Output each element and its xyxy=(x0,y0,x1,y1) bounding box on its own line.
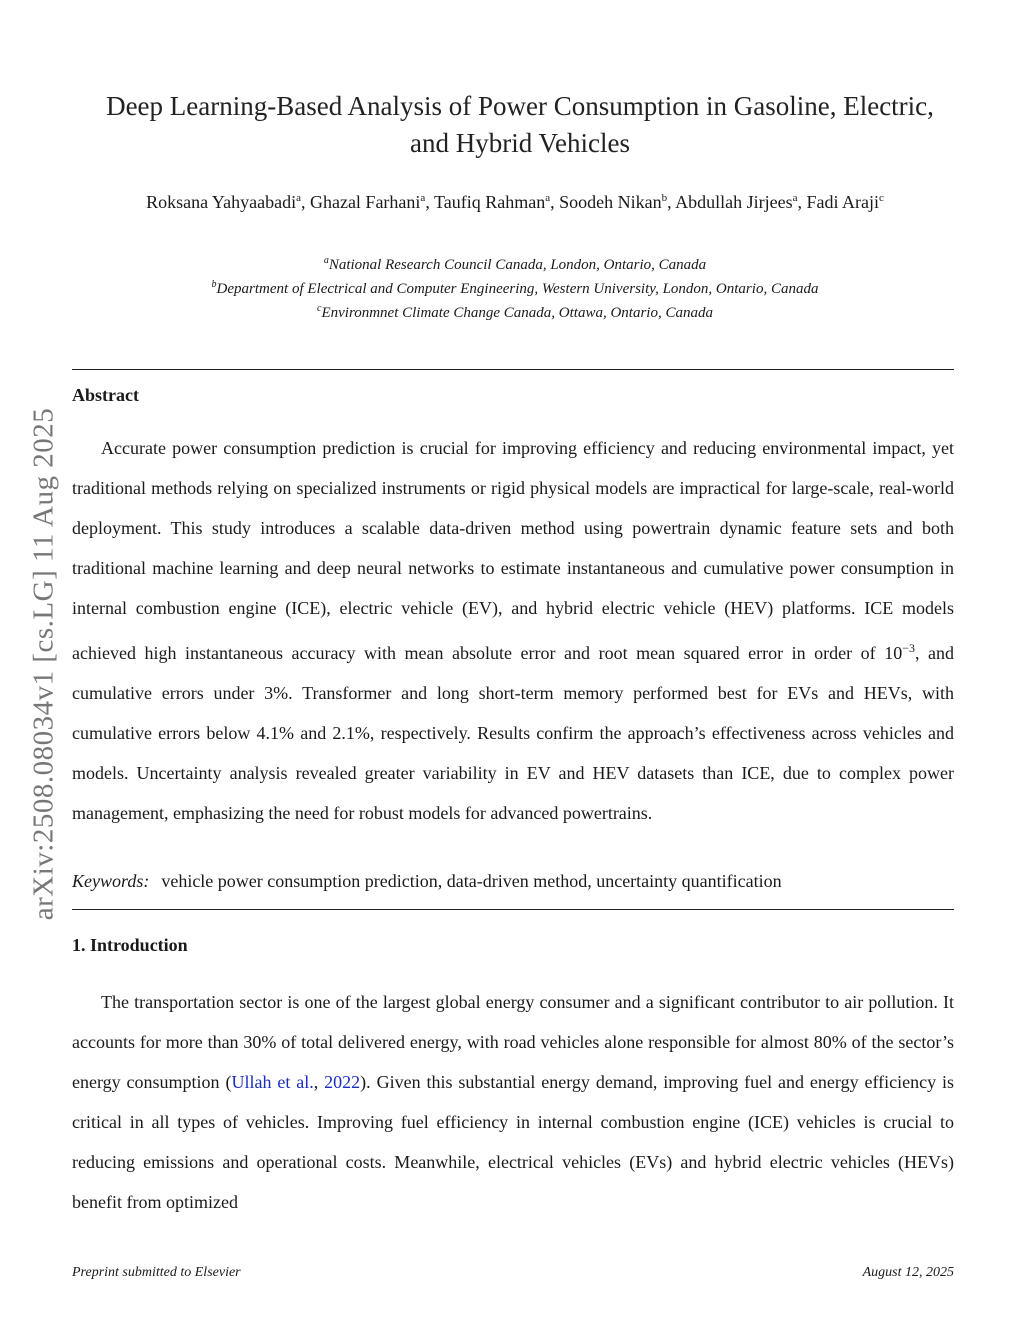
author-list xyxy=(90,186,940,214)
abstract-heading: Abstract xyxy=(72,385,139,405)
paper-title xyxy=(60,88,980,162)
section-heading-introduction: 1. Introduction xyxy=(72,935,188,955)
abstract-bottom-rule xyxy=(72,909,954,910)
keywords-label: Keywords: xyxy=(72,871,150,891)
author: Soodeh Nikan$^b$, xyxy=(559,192,676,212)
title-line-1: Deep Learning-Based Analysis of Power Consumption in Gasoline, Electric, xyxy=(106,91,934,121)
affiliation: $^a$National Research Council Canada, London, Ontario, Canada xyxy=(323,255,707,273)
footer-preprint-note: Preprint submitted to Elsevier xyxy=(72,1265,241,1280)
affiliation: $^b$Department of Electrical and Computer Engineering, Western University, London, Ontario, Canada xyxy=(211,279,819,297)
title-line-2: and Hybrid Vehicles xyxy=(410,128,630,158)
keywords-text: vehicle power consumption prediction, data-driven method, uncertainty quantification xyxy=(161,871,782,891)
arxiv-stamp: arXiv:2508.08034v1 [cs.LG] 11 Aug 2025 xyxy=(27,407,60,921)
abstract-body: Accurate power consumption prediction is crucial for improving efficiency and reducing environmental impact, yet traditional methods relying on specialized instruments or rigid physical models are impractical for large-scale, real-world deployment. This study introduces a scalable data-driven method using powertrain dynamic feature sets and both traditional machine learning and deep neural networks to estimate instantaneous and cumulative power consumption in internal combustion engine (ICE), electric vehicle (EV), and hybrid electric vehicle (HEV) platforms. ICE models achieved high instantaneous accuracy with mean absolute error and root mean squared error in order of $10^{-3}$, and cumulative errors under 3%. Transformer and long short-term memory performed best for EVs and HEVs, with cumulative errors below 4.1% and 2.1%, respectively. Results confirm the approach’s effectiveness across vehicles and models. Uncertainty analysis revealed greater variability in EV and HEV datasets than ICE, due to complex power management, emphasizing the need for robust models for advanced powertrains. xyxy=(72,438,955,823)
affiliations xyxy=(60,251,970,323)
introduction-body: The transportation sector is one of the largest global energy consumer and a significant contributor to air pollution. It accounts for more than 30% of total delivered energy, with road vehicles alone responsible for almost 80% of the sector’s energy consumption (Ullah et al., 2022). Given this substantial energy demand, improving fuel and energy efficiency is critical in all types of vehicles. Improving fuel efficiency in internal combustion engine (ICE) vehicles is crucial to reducing emissions and operational costs. Meanwhile, electrical vehicles (EVs) and hybrid electric vehicles (HEVs) benefit from optimized xyxy=(72,992,955,1212)
author: Fadi Araji$^c$ xyxy=(806,192,884,212)
author: Roksana Yahyaabadi$^a$, xyxy=(146,192,310,212)
author: Abdullah Jirjees$^a$, xyxy=(675,192,807,212)
author: Ghazal Farhani$^a$, xyxy=(309,192,434,212)
citation-link[interactable]: Ullah et al., 2022 xyxy=(231,1072,361,1092)
affiliation: $^c$Environmnet Climate Change Canada, Ottawa, Ontario, Canada xyxy=(317,303,713,321)
author: Taufiq Rahman$^a$, xyxy=(434,192,560,212)
footer-date: August 12, 2025 xyxy=(862,1265,954,1280)
abstract-top-rule xyxy=(72,369,954,370)
keywords-line xyxy=(72,871,954,892)
